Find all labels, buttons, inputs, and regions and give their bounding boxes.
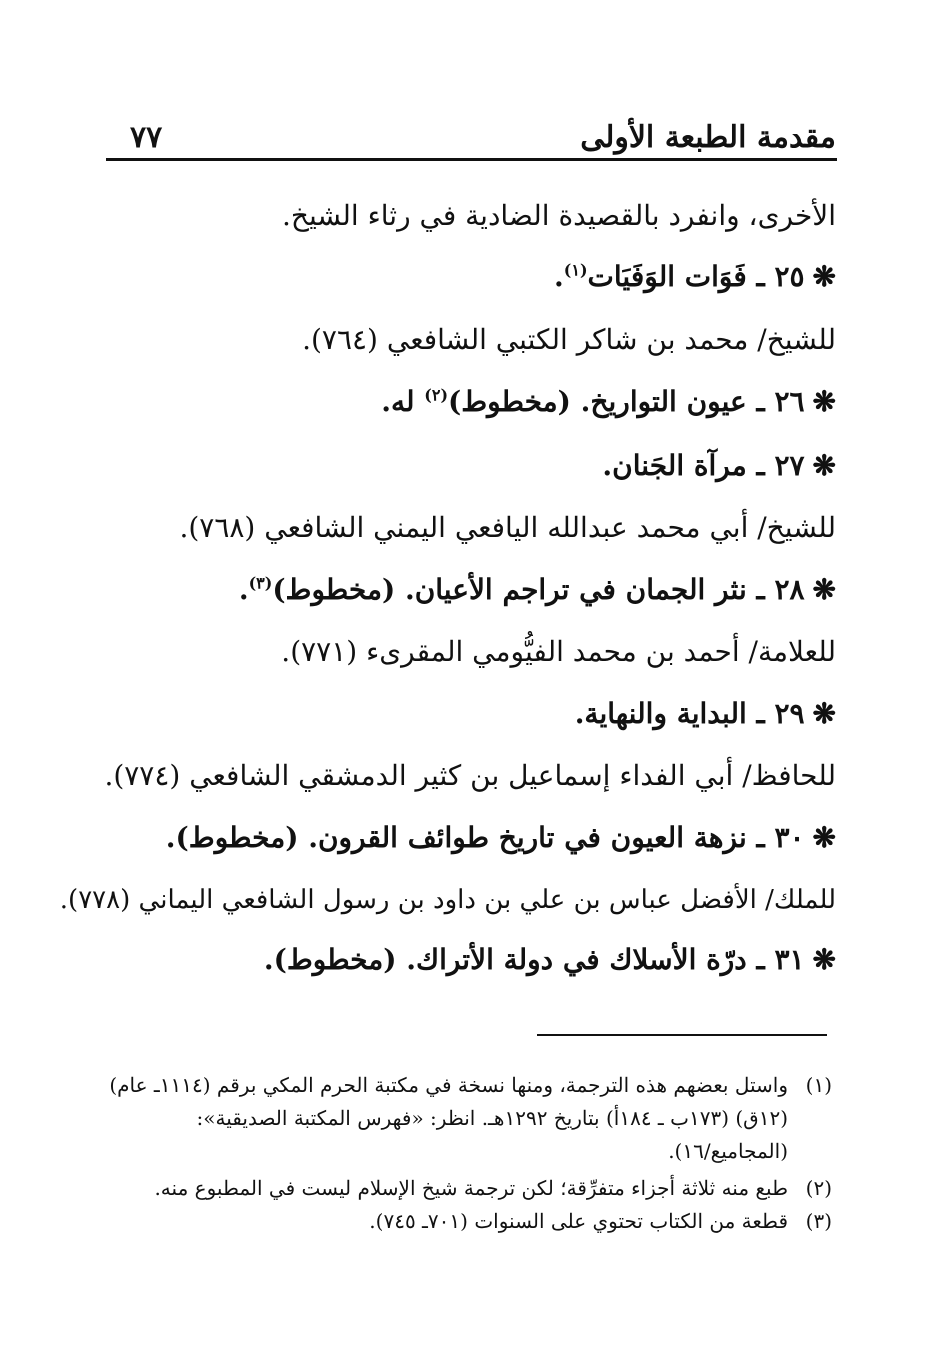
entry-title: ٣٠ ـ نزهة العيون في تاريخ طوائف القرون. (مخطوط). xyxy=(165,821,805,854)
author-line-30: للملك/ الأفضل عباس بن علي بن داود بن رسول الشافعي اليماني (٧٧٨). xyxy=(59,885,836,915)
asterisk-bullet-icon: ❋ xyxy=(812,573,836,606)
entry-30 xyxy=(166,818,836,858)
running-header xyxy=(108,120,836,158)
entry-31 xyxy=(264,940,836,980)
footnote-mark: (٢) xyxy=(424,385,449,405)
entry-title: ٢٨ ـ نثر الجمان في تراجم الأعيان. (مخطوط) xyxy=(272,573,805,606)
author-line-27: للشيخ/ أبي محمد عبدالله اليافعي اليمني الشافعي (٧٦٨). xyxy=(179,511,836,544)
entry-end: له. xyxy=(381,385,425,418)
entry-end: . xyxy=(554,260,564,293)
entry-title: ٢٥ ـ فَوَات الوَفَيَات xyxy=(587,260,805,293)
entry-title: ٢٧ ـ مرآة الجَنان. xyxy=(602,449,805,482)
entry-29 xyxy=(575,694,836,734)
footnote-1 xyxy=(109,1070,832,1101)
footnote-number: (١) xyxy=(805,1073,832,1097)
author-line-29: للحافظ/ أبي الفداء إسماعيل بن كثير الدمشقي الشافعي (٧٧٤). xyxy=(104,759,836,792)
footnote-text: واستل بعضهم هذه الترجمة، ومنها نسخة في مكتبة الحرم المكي برقم (١١١٤ـ عام) xyxy=(109,1073,788,1097)
body-text-line: الأخرى، وانفرد بالقصيدة الضادية في رثاء الشيخ. xyxy=(282,199,836,232)
asterisk-bullet-icon: ❋ xyxy=(812,821,836,854)
entry-title: ٢٩ ـ البداية والنهاية. xyxy=(574,697,805,730)
footnote-1-continuation: (١٢ق) (١٧٣ب ـ ١٨٤أ) بتاريخ ١٢٩٢هـ. انظر: «فهرس المكتبة الصديقية»: xyxy=(196,1106,788,1130)
footnote-2 xyxy=(154,1173,832,1204)
asterisk-bullet-icon: ❋ xyxy=(812,449,836,482)
footnote-text: قطعة من الكتاب تحتوي على السنوات (٧٠١ـ ٧٤٥). xyxy=(369,1209,788,1233)
footnote-text: طبع منه ثلاثة أجزاء متفرِّقة؛ لكن ترجمة شيخ الإسلام ليست في المطبوع منه. xyxy=(154,1176,788,1200)
author-line-28: للعلامة/ أحمد بن محمد الفيُّومي المقرىء (٧٧١). xyxy=(281,635,836,668)
author-line-25: للشيخ/ محمد بن شاكر الكتبي الشافعي (٧٦٤). xyxy=(302,323,836,356)
asterisk-bullet-icon: ❋ xyxy=(812,260,836,293)
entry-title: ٢٦ ـ عيون التواريخ. (مخطوط) xyxy=(448,385,805,418)
footnote-mark: (٣) xyxy=(248,573,273,593)
entry-26 xyxy=(381,382,836,422)
footnote-mark: (١) xyxy=(563,260,588,280)
footnote-separator xyxy=(537,1034,827,1036)
header-rule xyxy=(106,158,837,161)
entry-title: ٣١ ـ درّة الأسلاك في دولة الأتراك. (مخطوط). xyxy=(263,943,805,976)
running-title: مقدمة الطبعة الأولى xyxy=(580,120,836,155)
entry-25 xyxy=(554,257,836,297)
entry-27 xyxy=(602,446,836,486)
footnote-number: (٢) xyxy=(805,1176,832,1200)
footnote-3 xyxy=(369,1206,832,1237)
entry-end: . xyxy=(238,573,249,606)
asterisk-bullet-icon: ❋ xyxy=(812,943,836,976)
asterisk-bullet-icon: ❋ xyxy=(812,385,836,418)
footnote-number: (٣) xyxy=(805,1209,832,1233)
entry-28 xyxy=(239,570,836,610)
page-number: ٧٧ xyxy=(130,120,163,155)
footnote-1-continuation: (المجاميع/١٦). xyxy=(668,1139,788,1163)
asterisk-bullet-icon: ❋ xyxy=(812,697,836,730)
